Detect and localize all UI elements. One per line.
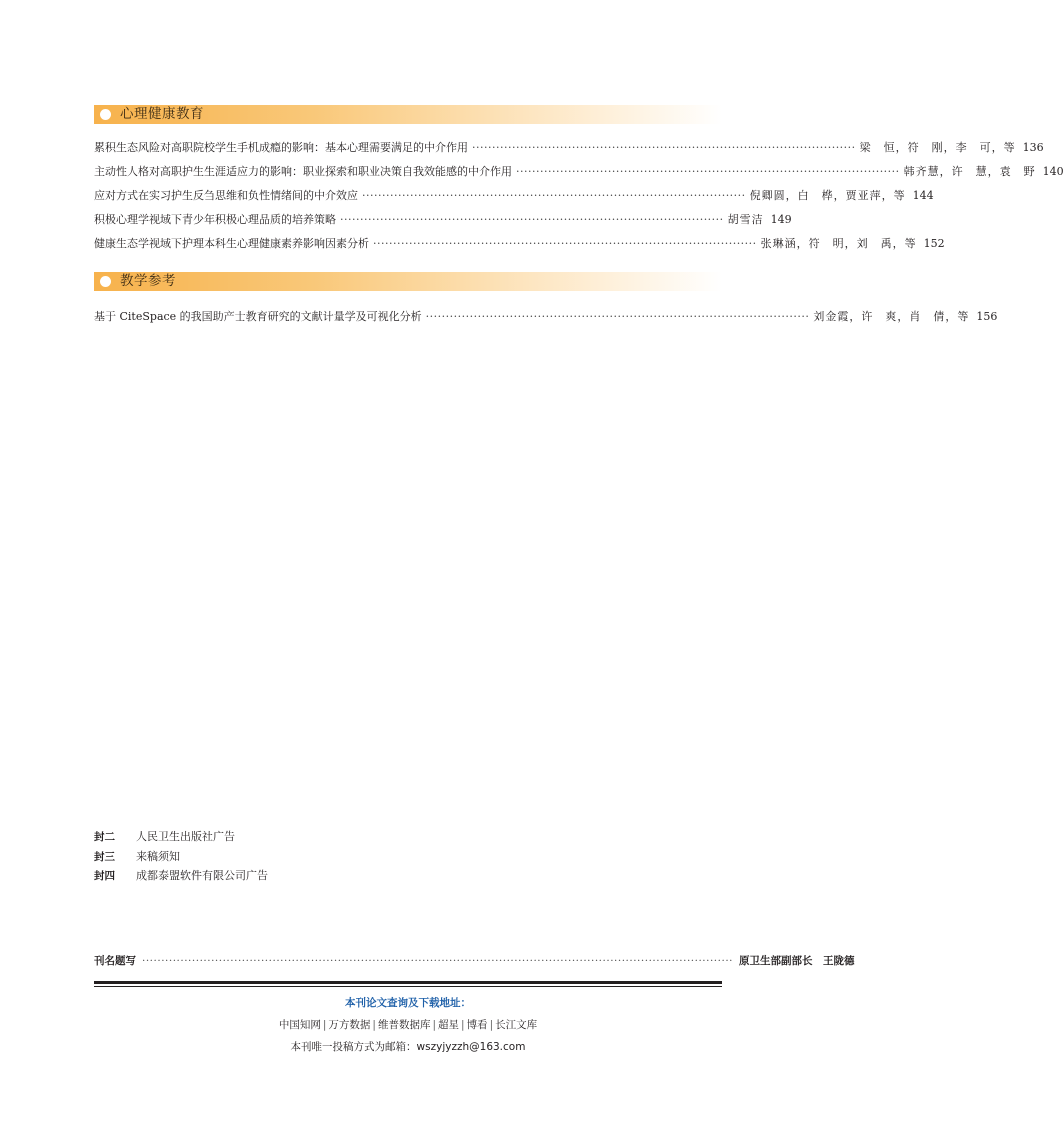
toc-entry-page: 140 [1042, 165, 1064, 178]
separator: | [432, 1019, 437, 1031]
submission-email[interactable]: 本刊唯一投稿方式为邮箱：wszyjyzzh@163.com [290, 1041, 526, 1053]
toc-entry-page: 152 [923, 237, 945, 250]
cover-key: 封二 [94, 831, 115, 843]
leader-dots: ································································································ [516, 165, 900, 178]
title-inscription-label: 刊名题写 [94, 955, 136, 967]
toc-entry[interactable] [94, 164, 1064, 180]
bullet-circle-icon [100, 109, 111, 120]
toc-entry[interactable] [94, 140, 1044, 156]
toc-entry-title: 积极心理学视域下青少年积极心理品质的培养策略 [94, 213, 336, 226]
toc-entry-title: 应对方式在实习护生反刍思维和负性情绪间的中介效应 [94, 189, 358, 202]
database-link[interactable]: 中国知网 [278, 1019, 321, 1031]
leader-dots: ································································································ [362, 189, 746, 202]
divider-thin [94, 986, 722, 987]
toc-entry[interactable] [94, 309, 998, 325]
section-title: 教学参考 [120, 273, 176, 289]
section-header-teaching-reference [94, 272, 722, 291]
cover-value: 来稿须知 [136, 850, 180, 863]
title-inscription [94, 953, 855, 969]
database-link[interactable]: 万方数据 [328, 1019, 371, 1031]
leader-dots: ································································································ [472, 141, 856, 154]
database-list [0, 1018, 816, 1033]
toc-entry-page: 144 [912, 189, 934, 202]
footer-heading: 本刊论文查询及下载地址： [345, 997, 471, 1009]
toc-entry-page: 149 [770, 213, 792, 226]
cover-key: 封三 [94, 851, 115, 863]
leader-dots: ·························································································································································· [142, 955, 733, 967]
toc-entry-authors: 韩齐慧，许 慧，袁 野 [903, 165, 1036, 178]
database-link[interactable]: 维普数据库 [377, 1019, 431, 1031]
toc-entry-title: 健康生态学视域下护理本科生心理健康素养影响因素分析 [94, 237, 369, 250]
divider-thick [94, 981, 722, 984]
toc-entry-page: 156 [976, 310, 998, 323]
cover-key: 封四 [94, 870, 115, 882]
toc-entry-authors: 胡雪洁 [727, 213, 764, 226]
toc-entry[interactable] [94, 212, 792, 228]
database-link[interactable]: 博看 [466, 1019, 488, 1031]
bullet-circle-icon [100, 276, 111, 287]
separator: | [322, 1019, 327, 1031]
toc-entry-authors: 梁 恒，符 刚，李 可，等 [859, 141, 1016, 154]
toc-entry-title: 主动性人格对高职护生生涯适应力的影响：职业探索和职业决策自我效能感的中介作用 [94, 165, 512, 178]
separator: | [461, 1019, 465, 1031]
separator: | [372, 1019, 376, 1031]
leader-dots: ································································································ [425, 310, 810, 323]
toc-entry-title: 基于 CiteSpace 的我国助产士教育研究的文献计量学及可视化分析 [94, 310, 422, 323]
title-inscription-value: 原卫生部副部长 王陇德 [739, 955, 855, 967]
leader-dots: ································································································ [340, 213, 724, 226]
cover-item [94, 868, 268, 884]
cover-item [94, 829, 235, 845]
toc-entry-authors: 刘金霞，许 爽，肖 倩，等 [813, 310, 970, 323]
section-title: 心理健康教育 [120, 106, 204, 122]
toc-entry-page: 136 [1022, 141, 1044, 154]
database-link[interactable]: 长江文库 [495, 1019, 538, 1031]
toc-entry[interactable] [94, 188, 934, 204]
toc-entry-title: 累积生态风险对高职院校学生手机成瘾的影响：基本心理需要满足的中介作用 [94, 141, 468, 154]
cover-item [94, 849, 180, 865]
cover-value: 成都泰盟软件有限公司广告 [136, 869, 268, 882]
section-header-mental-health [94, 105, 722, 124]
cover-value: 人民卫生出版社广告 [136, 830, 235, 843]
toc-entry-authors: 倪卿圆，白 桦，贾亚萍，等 [749, 189, 906, 202]
database-link[interactable]: 超星 [438, 1019, 460, 1031]
separator: | [489, 1019, 494, 1031]
leader-dots: ································································································ [373, 237, 757, 250]
toc-entry-authors: 张琳涵，符 明，刘 禹，等 [760, 237, 917, 250]
toc-entry[interactable] [94, 236, 945, 252]
